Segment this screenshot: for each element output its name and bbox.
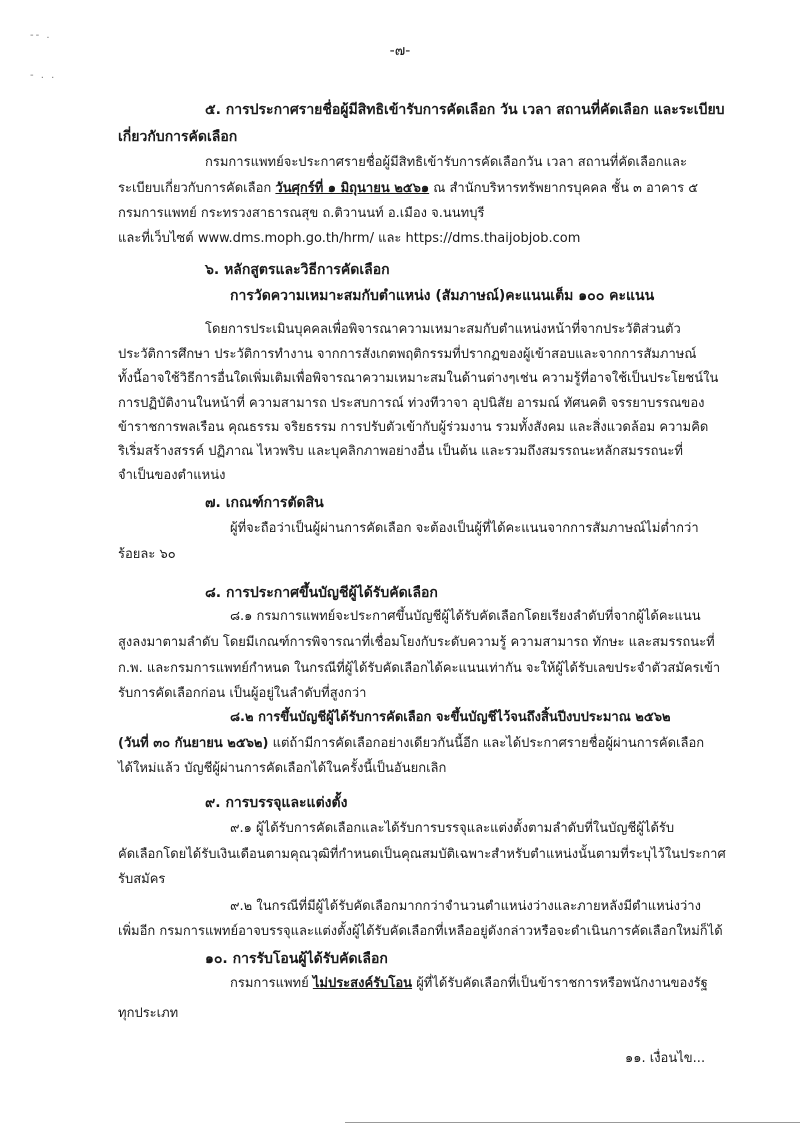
section-8-2-line-2 — [118, 735, 704, 753]
section-9-1-line-1: ๙.๑ ผู้ได้รับการคัดเลือกและได้รับการบรรจุและแต่งตั้งตามลำดับที่ในบัญชีผู้ได้รับ — [230, 821, 675, 836]
section-6-line-2: ประวัติการศึกษา ประวัติการทำงาน จากการสังเกตพฤติกรรมที่ปรากฏของผู้เข้าสอบและจากการสัมภาษณ์ — [118, 347, 697, 362]
section-6-line-3: ทั้งนี้อาจใช้วิธีการอื่นใดเพิ่มเติมเพื่อพิจารณาความเหมาะสมในด้านต่างๆเช่น ความรู้ที่อาจใช้เป็นประโยชน์ใน — [118, 371, 719, 386]
section-8-2-line-1: ๘.๒ การขึ้นบัญชีผู้ได้รับการคัดเลือก จะขึ้นบัญชีไว้จนถึงสิ้นปีงบประมาณ ๒๕๖๒ — [230, 710, 671, 725]
section-5-line-3: กรมการแพทย์ กระทรวงสาธารณสุข ถ.ติวานนท์ อ.เมือง จ.นนทบุรี — [118, 206, 485, 221]
scan-edge-line — [345, 1122, 800, 1123]
section-6-line-5: ข้าราชการพลเรือน คุณธรรม จริยธรรม การปรับตัวเข้ากับผู้ร่วมงาน รวมทั้งสังคม และสิ่งแวดล้อม ความคิด — [118, 420, 709, 435]
section-6-line-6: ริเริ่มสร้างสรรค์ ปฏิภาณ ไหวพริบ และบุคลิกภาพอย่างอื่น เป็นต้น และรวมถึงสมรรถนะหลักสมรรถนะที่ — [118, 444, 683, 459]
corner-mark-top: -- . — [30, 30, 52, 41]
selection-date: วันศุกร์ที่ ๑ มิถุนายน ๒๕๖๑ — [275, 181, 430, 196]
section-6-line-1: โดยการประเมินบุคคลเพื่อพิจารณาความเหมาะสมกับตำแหน่งหน้าที่จากประวัติส่วนตัว — [205, 322, 681, 337]
section-5-line-2 — [118, 180, 698, 198]
continuation-text: ๑๑. เงื่อนไข... — [625, 1051, 706, 1066]
section-9-2-line-2: เพิ่มอีก กรมการแพทย์อาจบรรจุและแต่งตั้งผู้ได้รับคัดเลือกที่เหลืออยู่ดังกล่าวหรือจะดำเนินการคัดเลือกใหม่ก็ได้ — [118, 924, 723, 939]
section-9-1-line-2: คัดเลือกโดยได้รับเงินเดือนตามคุณวุฒิที่กำหนดเป็นคุณสมบัติเฉพาะสำหรับตำแหน่งนั้นตามที่ระบุไว้ในประกาศ — [118, 847, 726, 862]
section-10-heading: ๑๐. การรับโอนผู้ได้รับคัดเลือก — [205, 951, 388, 967]
section-8-2-line-3: ได้ใหม่แล้ว บัญชีผู้ผ่านการคัดเลือกได้ในครั้งนี้เป็นอันยกเลิก — [118, 761, 447, 776]
section-5-line-2-pre: ระเบียบเกี่ยวกับการคัดเลือก — [118, 181, 276, 196]
section-8-heading: ๘. การประกาศขึ้นบัญชีผู้ได้รับคัดเลือก — [205, 585, 438, 601]
section-8-2-line-2-rest: แต่ถ้ามีการคัดเลือกอย่างเดียวกันนี้อีก และได้ประกาศรายชื่อผู้ผ่านการคัดเลือก — [268, 736, 705, 751]
section-7-line-1: ผู้ที่จะถือว่าเป็นผู้ผ่านการคัดเลือก จะต้องเป็นผู้ที่ได้คะแนนจากการสัมภาษณ์ไม่ต่ำกว่า — [230, 521, 699, 536]
section-5-line-4: และที่เว็บไซต์ www.dms.moph.go.th/hrm/ และ https://dms.thaijobjob.com — [118, 231, 581, 246]
section-5-heading: ๕. การประกาศรายชื่อผู้มีสิทธิเข้ารับการคัดเลือก วัน เวลา สถานที่คัดเลือก และระเบียบ — [205, 102, 725, 118]
section-7-line-2: ร้อยละ ๖๐ — [118, 547, 176, 562]
section-5-heading-cont: เกี่ยวกับการคัดเลือก — [118, 129, 238, 145]
section-6-heading: ๖. หลักสูตรและวิธีการคัดเลือก — [205, 262, 390, 278]
section-8-1-line-1: ๘.๑ กรมการแพทย์จะประกาศขึ้นบัญชีผู้ได้รับคัดเลือกโดยเรียงลำดับที่จากผู้ได้คะแนน — [230, 609, 701, 624]
section-7-heading: ๗. เกณฑ์การตัดสิน — [205, 495, 324, 511]
section-6-subheading: การวัดความเหมาะสมกับตำแหน่ง (สัมภาษณ์)คะแนนเต็ม ๑๐๐ คะแนน — [230, 288, 655, 304]
section-10-line-1-pre: กรมการแพทย์ — [230, 976, 313, 991]
section-8-1-line-4: รับการคัดเลือกก่อน เป็นผู้อยู่ในลำดับที่สูงกว่า — [118, 686, 367, 701]
section-10-line-1-post: ผู้ที่ได้รับคัดเลือกที่เป็นข้าราชการหรือพนักงานของรัฐ — [412, 976, 708, 991]
account-end-date: (วันที่ ๓๐ กันยายน ๒๕๖๒) — [118, 736, 269, 751]
corner-mark-bottom: - . . — [30, 70, 57, 81]
section-9-1-line-3: รับสมัคร — [118, 872, 166, 887]
section-5-line-2-post: ณ สำนักบริหารทรัพยากรบุคคล ชั้น ๓ อาคาร ๕ — [429, 181, 699, 196]
section-9-2-line-1: ๙.๒ ในกรณีที่มีผู้ได้รับคัดเลือกมากกว่าจำนวนตำแหน่งว่างและภายหลังมีตำแหน่งว่าง — [230, 899, 701, 914]
no-transfer-notice: ไม่ประสงค์รับโอน — [312, 976, 413, 991]
section-10-line-2: ทุกประเภท — [118, 1006, 179, 1021]
section-10-line-1 — [230, 975, 708, 993]
section-6-line-4: การปฏิบัติงานในหน้าที่ ความสามารถ ประสบการณ์ ท่วงทีวาจา อุปนิสัย อารมณ์ ทัศนคติ จรรยาบรรณของ — [118, 396, 705, 411]
section-8-1-line-2: สูงลงมาตามลำดับ โดยมีเกณฑ์การพิจารณาที่เชื่อมโยงกับระดับความรู้ ความสามารถ ทักษะ และสมรรถนะที่ — [118, 635, 715, 650]
page-number: -๗- — [389, 43, 411, 59]
section-8-1-line-3: ก.พ. และกรมการแพทย์กำหนด ในกรณีที่ผู้ได้รับคัดเลือกได้คะแนนเท่ากัน จะให้ผู้ได้รับเลขประจำตัวสมัครเข้า — [118, 661, 721, 676]
section-6-line-7: จำเป็นของตำแหน่ง — [118, 468, 226, 483]
section-9-heading: ๙. การบรรจุและแต่งตั้ง — [205, 795, 348, 811]
section-5-line-1: กรมการแพทย์จะประกาศรายชื่อผู้มีสิทธิเข้ารับการคัดเลือกวัน เวลา สถานที่คัดเลือกและ — [205, 155, 687, 170]
